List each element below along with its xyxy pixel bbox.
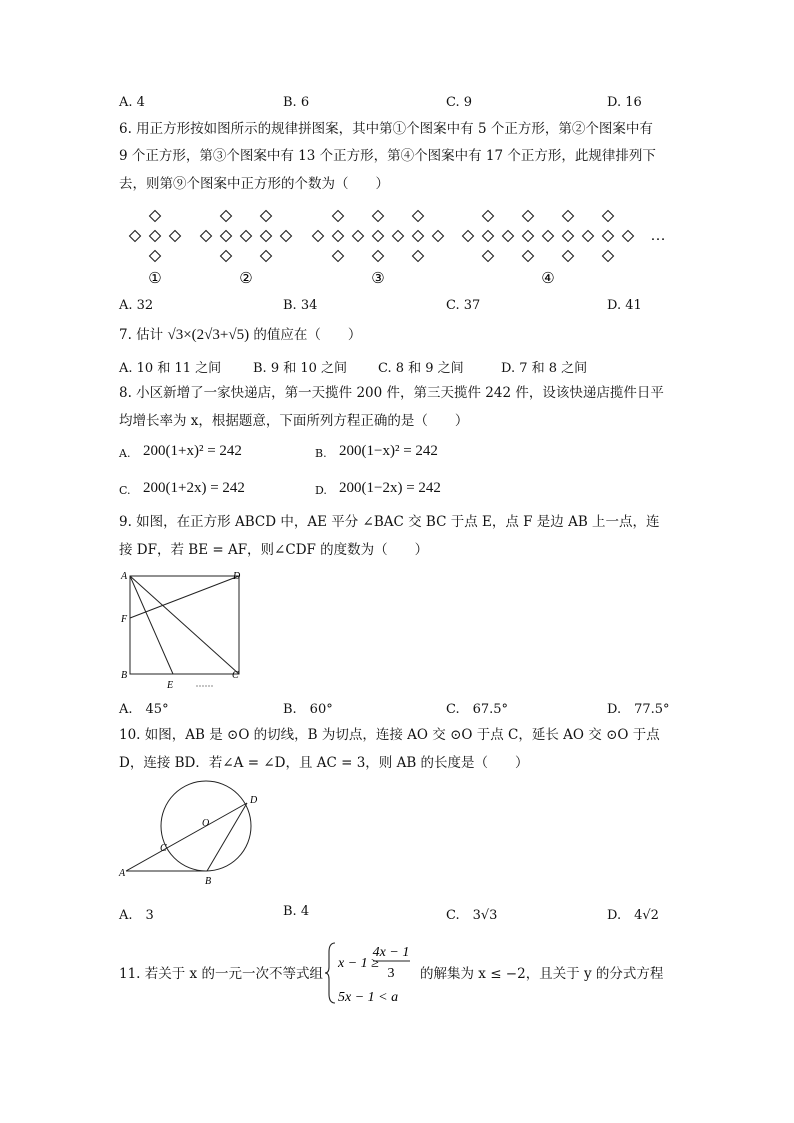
square-tile bbox=[313, 231, 324, 242]
square-tile bbox=[333, 211, 344, 222]
square-tile bbox=[413, 251, 424, 262]
square-tile bbox=[150, 231, 161, 242]
q8-option-c-label: C. bbox=[119, 484, 131, 497]
pattern-label-4: ④ bbox=[541, 271, 555, 287]
q9-option-c: C. 67.5° bbox=[446, 702, 509, 717]
q6-option-b: B. 34 bbox=[283, 298, 318, 313]
square-tile bbox=[221, 231, 232, 242]
square-tile bbox=[523, 231, 534, 242]
square-tile bbox=[483, 211, 494, 222]
square-tile bbox=[150, 211, 161, 222]
square-tile bbox=[433, 231, 444, 242]
q6-line-2: 9 个正方形，第③个图案中有 13 个正方形，第④个图案中有 17 个正方形，此规律排列下 bbox=[119, 148, 656, 164]
q7-prefix: 7. 估计 bbox=[119, 327, 164, 343]
square-tile bbox=[353, 231, 364, 242]
q8-option-a-label: A. bbox=[119, 447, 131, 460]
square-tile bbox=[583, 231, 594, 242]
pattern-ellipsis: … bbox=[650, 228, 666, 244]
square-tile bbox=[333, 231, 344, 242]
label-a: A bbox=[121, 571, 128, 582]
ineq-2: 5x − 1 < a bbox=[338, 990, 399, 1005]
q5-option-a: A. 4 bbox=[119, 95, 145, 110]
q8-option-c-equation: 200(1+2x) = 242 bbox=[143, 480, 245, 496]
left-brace bbox=[325, 943, 335, 1003]
q10-option-b: B. 4 bbox=[283, 904, 310, 919]
segment-ae bbox=[130, 576, 173, 674]
pattern-label-2: ② bbox=[239, 271, 253, 287]
square-tile bbox=[483, 251, 494, 262]
square-tile bbox=[281, 231, 292, 242]
square-tile bbox=[603, 231, 614, 242]
square-tile bbox=[130, 231, 141, 242]
square-tile bbox=[563, 251, 574, 262]
square-tile bbox=[563, 211, 574, 222]
q7-option-d: D. 7 和 8 之间 bbox=[501, 361, 588, 376]
square-tile bbox=[523, 251, 534, 262]
square-tile bbox=[261, 231, 272, 242]
line-ad bbox=[126, 803, 247, 871]
square-tile bbox=[170, 231, 181, 242]
label-b: B bbox=[205, 876, 212, 887]
square-tile bbox=[373, 231, 384, 242]
q11-inequality-system bbox=[325, 940, 420, 1006]
label-e: E bbox=[167, 680, 174, 691]
q9-option-b: B. 60° bbox=[283, 702, 333, 717]
square-tile bbox=[603, 211, 614, 222]
q10-circle-figure bbox=[110, 778, 270, 893]
q9-line-2: 接 DF，若 BE = AF，则∠CDF 的度数为（ ） bbox=[119, 542, 429, 558]
square-tile bbox=[483, 231, 494, 242]
diagonal-ac bbox=[130, 576, 239, 674]
segment-df bbox=[130, 576, 239, 618]
square-tile bbox=[150, 251, 161, 262]
square-tile bbox=[373, 211, 384, 222]
label-c: C bbox=[232, 670, 239, 681]
q9-option-a: A. 45° bbox=[119, 702, 169, 717]
q6-line-1: 6. 用正方形按如图所示的规律拼图案，其中第①个图案中有 5 个正方形，第②个图案中有 bbox=[119, 121, 653, 137]
square-tile bbox=[393, 231, 404, 242]
ineq-1-left: x − 1 ≥ bbox=[338, 956, 379, 971]
q9-option-d: D. 77.5° bbox=[607, 702, 670, 717]
fraction-numerator: 4x − 1 bbox=[372, 945, 410, 960]
square-tile bbox=[463, 231, 474, 242]
square-tile bbox=[241, 231, 252, 242]
pattern-label-1: ① bbox=[148, 271, 162, 287]
label-o: O bbox=[202, 818, 210, 829]
label-d: D bbox=[233, 571, 241, 582]
q6-pattern-figure bbox=[0, 200, 794, 295]
square-tile bbox=[333, 251, 344, 262]
square-tile bbox=[563, 231, 574, 242]
q8-option-b-equation: 200(1−x)² = 242 bbox=[339, 443, 438, 459]
label-f: F bbox=[121, 614, 128, 625]
square-tile bbox=[413, 231, 424, 242]
q10-line-2: D，连接 BD．若∠A = ∠D，且 AC = 3，则 AB 的长度是（ ） bbox=[119, 755, 529, 771]
q7-option-b: B. 9 和 10 之间 bbox=[253, 361, 348, 376]
label-d: D bbox=[250, 795, 258, 806]
q10-option-d: D. 4√2 bbox=[607, 908, 659, 923]
q8-option-a-equation: 200(1+x)² = 242 bbox=[143, 443, 242, 459]
q10-line-1: 10. 如图，AB 是 ⊙O 的切线，B 为切点，连接 AO 交 ⊙O 于点 C，延长 AO 交 ⊙O 于点 bbox=[119, 727, 660, 743]
q8-line-2: 均增长率为 x，根据题意，下面所列方程正确的是（ ） bbox=[119, 413, 469, 429]
label-b: B bbox=[121, 670, 128, 681]
square-tile bbox=[603, 251, 614, 262]
q5-option-d: D. 16 bbox=[607, 95, 642, 110]
q5-option-c: C. 9 bbox=[446, 95, 473, 110]
square-tile bbox=[221, 251, 232, 262]
pattern-label-3: ③ bbox=[371, 271, 385, 287]
q9-square-figure bbox=[110, 565, 260, 695]
q9-line-1: 9. 如图，在正方形 ABCD 中，AE 平分 ∠BAC 交 BC 于点 E，点 F 是边 AB 上一点，连 bbox=[119, 514, 660, 530]
q7-option-c: C. 8 和 9 之间 bbox=[378, 361, 464, 376]
label-c: C bbox=[160, 843, 167, 854]
square-tile bbox=[261, 251, 272, 262]
q11-prefix: 11. 若关于 x 的一元一次不等式组 bbox=[119, 966, 323, 982]
q8-line-1: 8. 小区新增了一家快递店，第一天揽件 200 件，第三天揽件 242 件，设该快递店揽件日平 bbox=[119, 385, 664, 401]
square-tile bbox=[523, 211, 534, 222]
q7-stem bbox=[119, 326, 361, 344]
square-tile bbox=[373, 251, 384, 262]
square-tile bbox=[221, 211, 232, 222]
q10-option-a: A. 3 bbox=[119, 908, 154, 923]
q8-option-b-label: B. bbox=[315, 447, 327, 460]
label-a: A bbox=[119, 868, 126, 879]
fraction-denominator: 3 bbox=[387, 966, 395, 981]
q10-option-c: C. 3√3 bbox=[446, 908, 498, 923]
q6-option-d: D. 41 bbox=[607, 298, 642, 313]
q7-option-a: A. 10 和 11 之间 bbox=[119, 361, 222, 376]
q6-option-c: C. 37 bbox=[446, 298, 481, 313]
q6-line-3: 去，则第⑨个图案中正方形的个数为（ ） bbox=[119, 176, 389, 192]
square-tile bbox=[413, 211, 424, 222]
square-tile bbox=[623, 231, 634, 242]
square-tile bbox=[543, 231, 554, 242]
q7-suffix: 的值应在（ ） bbox=[253, 327, 362, 343]
q8-option-d-label: D. bbox=[315, 484, 327, 497]
square-tile bbox=[201, 231, 212, 242]
segment-bd bbox=[207, 803, 247, 871]
q11-suffix: 的解集为 x ≤ −2，且关于 y 的分式方程 bbox=[420, 966, 664, 982]
q7-expression: √3×(2√3+√5) bbox=[167, 327, 250, 343]
q6-option-a: A. 32 bbox=[119, 298, 154, 313]
q5-option-b: B. 6 bbox=[283, 95, 310, 110]
square-tile bbox=[261, 211, 272, 222]
q8-option-d-equation: 200(1−2x) = 242 bbox=[339, 480, 441, 496]
square-tile bbox=[503, 231, 514, 242]
